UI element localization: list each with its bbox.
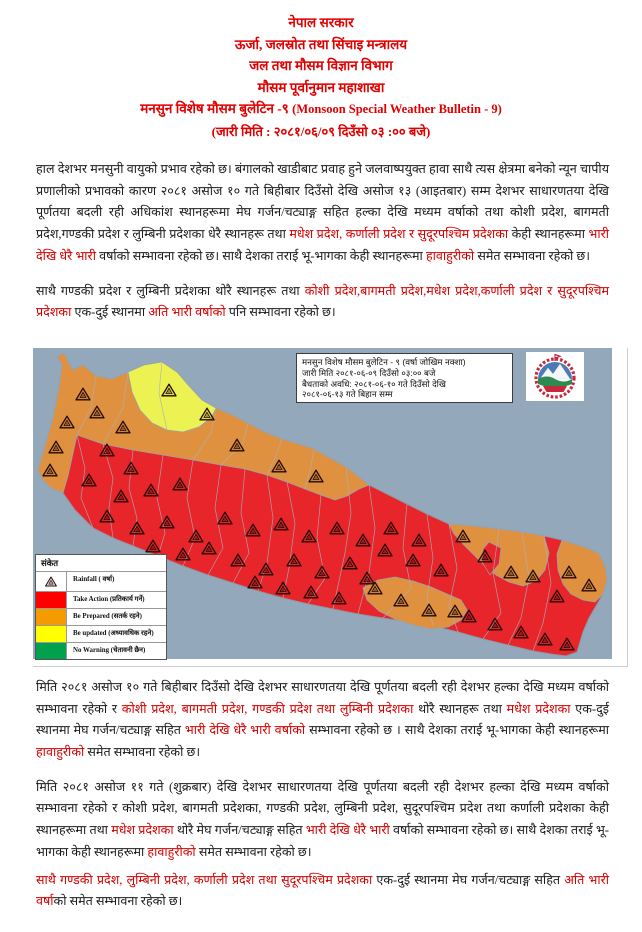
document-header [0,0,642,142]
highlighted-text-segment: भारी देखि धेरै भारी वर्षाको [184,723,306,738]
division-title: मौसम पूर्वानुमान महाशाखा [257,79,385,95]
document-body-lower [0,677,642,913]
legend-label: Be updated (अध्यावधिक रहने) [73,629,154,637]
legend-row-no-warning [36,642,166,659]
highlighted-text-segment: कोशी प्रदेश, बागमती प्रदेश, गण्डकी प्रदेश तथा लुम्बिनी प्रदेशका [121,701,414,716]
text-segment: केही स्थानहरूमा [508,227,589,242]
highlighted-text-segment: भारी देखि धेरै भारी [305,823,390,838]
legend-title: संकेत [41,557,59,568]
paragraph-extreme-rain-warning [36,870,609,913]
legend-row-be-prepared [36,608,166,625]
paragraph-friday-forecast [36,777,609,864]
text-segment: थोरै मेघ गर्जन/चट्याङ्ग सहित [173,823,306,838]
text-segment: समेत सम्भावना रहेको छ। [474,248,591,263]
highlighted-text-segment: मधेश प्रदेशका [506,701,571,716]
legend-row-take-action [36,591,166,608]
map-info-line: २०८१-०६-१३ गते बिहान सम्म [302,389,393,400]
bulletin-title-english: (Monsoon Special Weather Bulletin - 9) [292,102,502,116]
highlighted-text-segment: कोशी प्रदेश,बागमती प्रदेश,मधेश प्रदेश,कर्णाली प्रदेश र सुदूरपश्चिम प्रदेशका [36,283,609,320]
text-segment: समेत सम्भावना रहेको छ। [84,745,201,760]
text-segment: मिति २०८१ असोज १० गते बिहीबार दिउँसो देखि देशभर साधारणतया देखि पूर्णतया बदली रही देशभर हल्का देखि मध्यम वर्षाको सम्भावना रहेको र [36,679,609,716]
text-segment: समेत सम्भावना रहेको छ। [195,844,312,859]
highlighted-text-segment: अति भारी वर्षा [36,872,609,909]
map-info-line: जारी मिति २०८१-०६-०९ दिउँसो ०३:०० बजे [302,367,436,378]
legend-label: Rainfall ( वर्षा) [73,575,115,583]
highlighted-text-segment: भारी देखि धेरै भारी [36,227,609,263]
rainfall-triangle-icon [36,572,67,591]
highlighted-text-segment: हावाहुरीको [36,745,85,760]
text-segment: को समेत सम्भावना रहेको छ। [53,894,183,909]
text-segment: थोरै स्थानहरू तथा [413,701,507,716]
legend-label: Take Action (प्रतिकार्य गर्ने) [73,595,145,603]
text-segment: वर्षाको सम्भावना रहेको छ। साथै देशका तराई भू-भागका केही स्थानहरूमा [95,248,426,263]
department-title: जल तथा मौसम विज्ञान विभाग [249,58,393,73]
text-segment: एक-दुई स्थानमा [71,305,149,320]
highlighted-text-segment: हावाहुरीको [425,248,475,263]
legend-row-be-updated [36,625,166,642]
department-logo [526,352,584,401]
highlighted-text-segment: मधेश प्रदेश, कर्णाली प्रदेश र सुदूरपश्चिम प्रदेशका [289,227,509,242]
highlighted-text-segment: साथै गण्डकी प्रदेश, लुम्बिनी प्रदेश, कर्णाली प्रदेश तथा सुदूरपश्चिम प्रदेशका [36,872,373,887]
text-segment: हाल देशभर मनसुनी वायुको प्रभाव रहेको छ। बंगालको खाडीबाट प्रवाह हुने जलवाष्पयुक्त हावा साथै त्यस क्षेत्रमा बनेको न्यून चापीय प्रणालीको प्रभावको कारण २०८१ असोज १० गते बिहीबार दिउँसो देखि असोज १३ (आइतबार) सम्म देशभर साधारणतया देखि पूर्णतया बदली रही अधिकांश स्थानहरूमा मेघ गर्जन/चट्याङ्ग सहित हल्का देखि मध्यम वर्षाको तथा कोशी प्रदेश, बागमती प्रदेश,गण्डकी प्रदेश र लुम्बिनी प्रदेशका धेरै स्थानहरू तथा [36,162,609,242]
government-title: नेपाल सरकार [288,15,354,30]
paragraph-thursday-forecast [36,677,609,764]
paragraph-current-situation [36,159,609,268]
text-segment: साथै गण्डकी प्रदेश र लुम्बिनी प्रदेशका थोरै स्थानहरू तथा [36,283,305,298]
text-segment: सम्भावना रहेको छ । साथै देशका तराई भू-भागका केही स्थानहरूमा [305,723,609,738]
dhm-emblem-icon [526,352,584,401]
legend-swatch-green [36,643,67,659]
legend-swatch-yellow [36,626,67,642]
bulletin-title [0,98,642,121]
paragraph-very-heavy-rain [36,281,609,324]
legend-swatch-orange [36,609,67,625]
legend-swatch-red [36,592,67,608]
map-legend [35,554,167,660]
rainfall-risk-map [33,348,612,659]
text-segment: एक-दुई स्थानमा मेघ गर्जन/चट्याङ्ग सहित [372,872,565,887]
map-figure-frame [33,348,628,667]
text-segment: एक-दुई स्थानमा मेघ गर्जन/चट्याङ्ग सहित [36,701,609,738]
issued-date: (जारी मिति : २०८१/०६/०९ दिउँसो ०३ :०० बजे) [211,123,431,139]
highlighted-text-segment: मधेश प्रदेशका [111,823,174,838]
map-info-line: बैधताको अवधि: २०८१-०६-१० गते दिउँसो देखि [302,378,446,389]
highlighted-text-segment: अति भारी वर्षाको [148,305,226,320]
map-info-box [296,353,513,403]
map-info-line: मनसुन विशेष मौसम बुलेटिन - ९ (वर्षा जोखिम नक्शा) [302,356,466,367]
legend-label: Be Prepared (सतर्क रहने) [73,612,142,620]
document-body [0,159,642,324]
highlighted-text-segment: हावाहुरीको [147,844,196,859]
legend-row-rainfall [36,571,166,591]
text-segment: मिति २०८१ असोज ११ गते (शुक्रबार) देखि देशभर साधारणतया देखि पूर्णतया बदली रही देशभर हल्का देखि मध्यम वर्षाको सम्भावना रहेको र कोशी प्रदेश, बागमती प्रदेशका, गण्डकी प्रदेश, लुम्बिनी प्रदेश, सुदूरपश्चिम प्रदेश तथा कर्णाली प्रदेशका केही स्थानहरूमा तथा [36,779,609,838]
bulletin-title-nepali: मनसुन विशेष मौसम बुलेटिन -९ [140,101,289,116]
text-segment: पनि सम्भावना रहेको छ। [225,305,336,320]
legend-label: No Warning (चेतावनी छैन) [73,646,146,654]
text-segment: वर्षाको सम्भावना रहेको छ। साथै देशका तराई भू-भागका केही स्थानहरूमा [36,823,609,859]
ministry-title: ऊर्जा, जलस्रोत तथा सिंचाइ मन्त्रालय [234,36,408,52]
